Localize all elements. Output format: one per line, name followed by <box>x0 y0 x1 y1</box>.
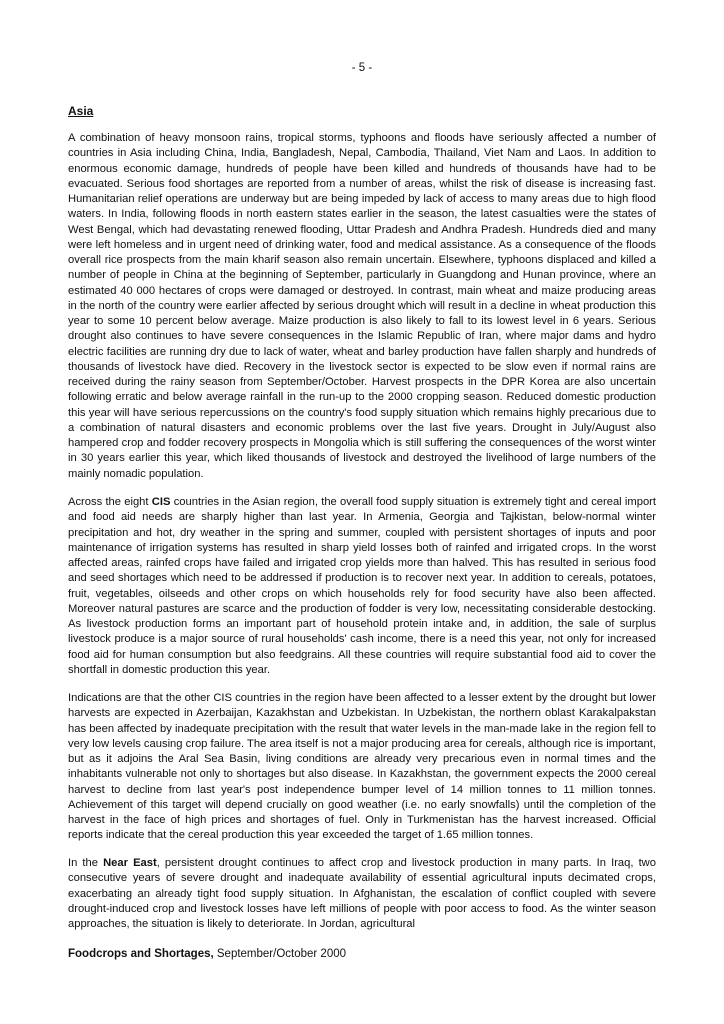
paragraph-cis-text-rest: countries in the Asian region, the overall food supply situation is extremely tight and cereal import and food aid needs are sharply higher than last year. In Armenia, Georgia and Tajkistan, below-normal winter precipitation and hot, dry weather in the spring and summer, coupled with persistent shortages of inputs and poor maintenance of irrigation systems has resulted in sharp yield losses both of rainfed and irrigated crops. In the worst affected areas, rainfed crops have failed and irrigated crop yields more than halved. This has resulted in serious food and seed shortages which need to be addressed if production is to recover next year. In addition to cereals, potatoes, fruit, vegetables, oilseeds and other crops on which households rely for food security have also been affected. Moreover natural pastures are scarce and the production of fodder is very low, necessitating considerable destocking. As livestock production forms an important part of household protein intake and, in addition, the sale of surplus livestock produce is a major source of rural households' cash income, there is a need this year, not only for increased food aid for human consumption but also feedgrains. All these countries will require substantial food aid to cover the shortfall in domestic production this year. <box>68 496 657 676</box>
paragraph-cis-countries <box>68 495 656 678</box>
near-east-emphasis: Near East <box>103 857 157 869</box>
footer-publication-title: Foodcrops and Shortages, <box>68 948 214 960</box>
paragraph-other-cis: Indications are that the other CIS countries in the region have been affected to a lesser extent by the drought but lower harvests are expected in Azerbaijan, Kazakhstan and Uzbekistan. In Uzbekistan, the northern oblast Karakalpakstan has been affected by inadequate precipitation with the result that water levels in the man-made lake in the region fell to very low levels causing crop failure. The area itself is not a major producing area for cereals, although rice is important, but as it adjoins the Aral Sea Basin, living conditions are already very precarious even in normal times and the inhabitants vulnerable not only to shortages but also disease. In Kazakhstan, the government expects the 2000 cereal harvest to decline from last year's post independence bumper level of 14 million tonnes to 11 million tonnes. Achievement of this target will depend crucially on good weather (i.e. no early snowfalls) until the completion of the harvest in the face of high prices and shortages of fuel. Only in Turkmenistan has the harvest increased. Official reports indicate that the cereal production this year exceeded the target of 1.65 million tonnes. <box>68 692 656 842</box>
paragraph-cis-text-start: Across the eight <box>68 496 152 508</box>
paragraph-near-east-text-rest: , persistent drought continues to affect crop and livestock production in many parts. In Iraq, two consecutive years of severe drought and inadequate availability of essential agricultural inputs decimated crops, exacerbating an already tight food supply situation. In Afghanistan, the escalation of conflict coupled with severe drought-induced crop and livestock losses have left millions of people with poor access to food. As the winter season approaches, the situation is likely to deteriorate. In Jordan, agricultural <box>68 857 656 930</box>
section-heading-asia: Asia <box>68 104 94 118</box>
cis-emphasis: CIS <box>151 496 171 508</box>
paragraph-asia-overview: A combination of heavy monsoon rains, tropical storms, typhoons and floods have seriously affected a number of countries in Asia including China, India, Bangladesh, Nepal, Cambodia, Thailand, Viet Nam and Laos. In addition to enormous economic damage, hundreds of people have been killed and hundreds of thousands have had to be evacuated. Serious food shortages are reported from a number of areas, whilst the risk of disease is increasing fast. Humanitarian relief operations are underway but are being impeded by lack of access to many areas due to high flood waters. In India, following floods in north eastern states earlier in the season, the latest casualties were the states of West Bengal, which had devastating renewed flooding, Uttar Pradesh and Andhra Pradesh. Hundreds died and many were left homeless and in urgent need of drinking water, food and medical assistance. As a consequence of the floods overall rice prospects from the main kharif season also remain uncertain. Elsewhere, typhoons displaced and killed a number of people in China at the beginning of September, particularly in Guangdong and Hunan province, where an estimated 40 000 hectares of crops were damaged or destroyed. In contrast, main wheat and maize producing areas in the north of the country were earlier affected by serious drought which will result in a decline in wheat production this year to some 10 percent below average. Maize production is also likely to fall to its lowest level in 6 years. Serious drought also continues to have severe consequences in the Islamic Republic of Iran, where major dams and hydro electric facilities are running dry due to lack of water, wheat and barley production have fallen sharply and hundreds of thousands of livestock have died. Recovery in the livestock sector is expected to be slow even if normal rains are received during the rainy season from September/October. Harvest prospects in the DPR Korea are also uncertain following erratic and below average rainfall in the run-up to the 2000 cropping season. Reduced domestic production this year will have serious repercussions on the country's food supply situation which remains highly precarious due to a combination of natural disasters and economic problems over the last five years. Drought in July/August also hampered crop and fodder recovery prospects in Mongolia which is still suffering the consequences of the worst winter in 30 years earlier this year, which liked thousands of livestock and destroyed the livelihood of large numbers of the mainly nomadic population. <box>68 132 656 480</box>
footer-date: September/October 2000 <box>213 948 347 960</box>
paragraph-near-east-text-start: In the <box>68 857 104 869</box>
page-number: - 5 - <box>351 62 373 74</box>
page-footer <box>68 948 346 960</box>
paragraph-near-east <box>68 856 656 932</box>
